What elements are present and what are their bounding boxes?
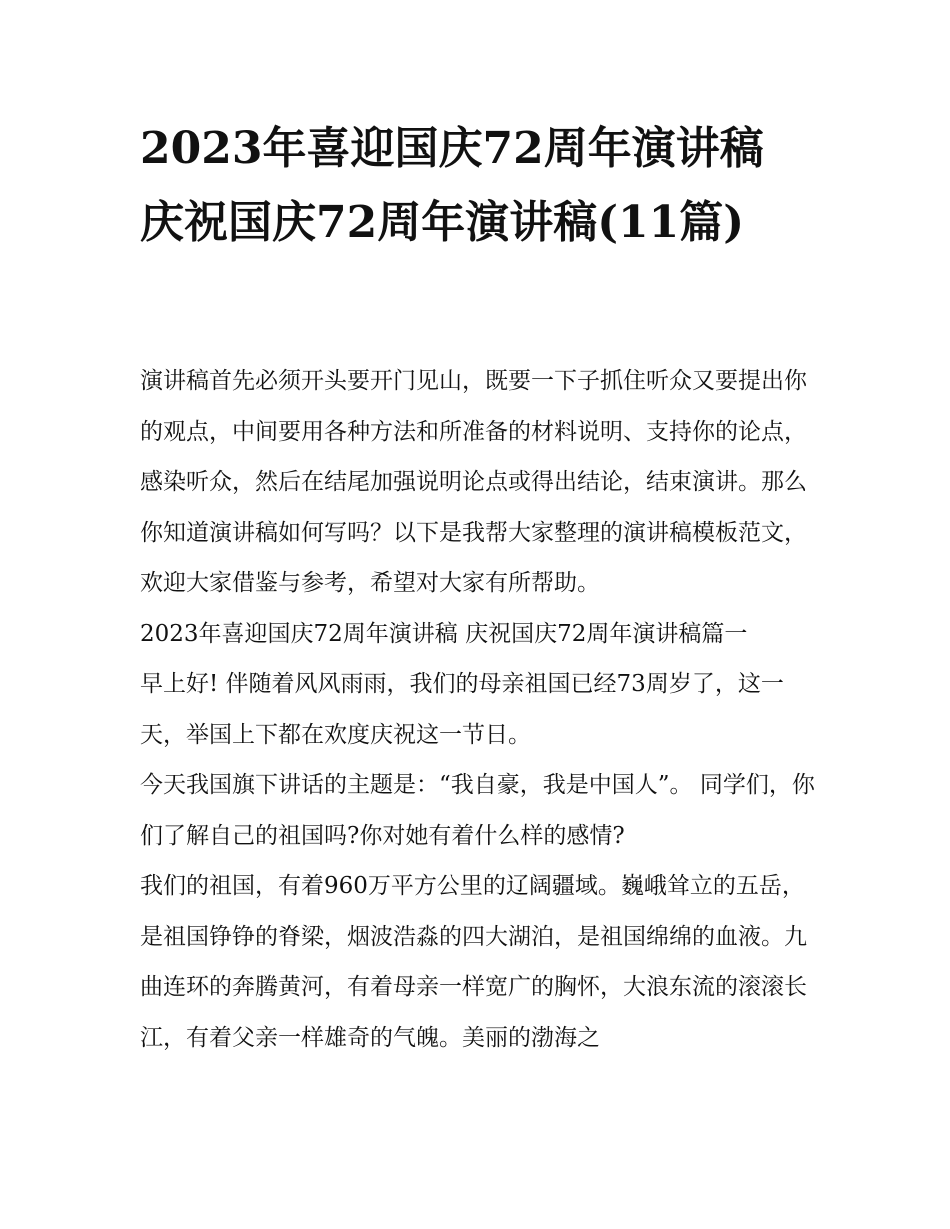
document-title: 2023年喜迎国庆72周年演讲稿 庆祝国庆72周年演讲稿(11篇): [140, 123, 764, 248]
body-paragraph: 我们的祖国，有着960万平方公里的辽阔疆域。巍峨耸立的五岳，是祖国铮铮的脊梁，烟波浩淼的四大湖泊，是祖国绵绵的血液。九曲连环的奔腾黄河，有着母亲一样宽广的胸怀，大浪东流的滚滚长江，有着父亲一样雄奇的气魄。美丽的渤海之: [140, 873, 807, 1051]
intro-paragraph: 演讲稿首先必须开头要开门见山，既要一下子抓住听众又要提出你的观点，中间要用各种方法和所准备的材料说明、支持你的论点，感染听众，然后在结尾加强说明论点或得出结论，结束演讲。那么你知道演讲稿如何写吗？以下是我帮大家整理的演讲稿模板范文，欢迎大家借鉴与参考，希望对大家有所帮助。: [140, 368, 807, 596]
body-paragraph: 今天我国旗下讲话的主题是：“我自豪，我是中国人”。 同学们，你们了解自己的祖国吗?你对她有着什么样的感情?: [140, 772, 815, 849]
document-body: [140, 356, 820, 1063]
section-heading: 2023年喜迎国庆72周年演讲稿 庆祝国庆72周年演讲稿篇一: [140, 620, 748, 647]
body-paragraph: 早上好! 伴随着风风雨雨，我们的母亲祖国已经73周岁了，这一天，举国上下都在欢度庆祝这一节日。: [140, 671, 784, 748]
